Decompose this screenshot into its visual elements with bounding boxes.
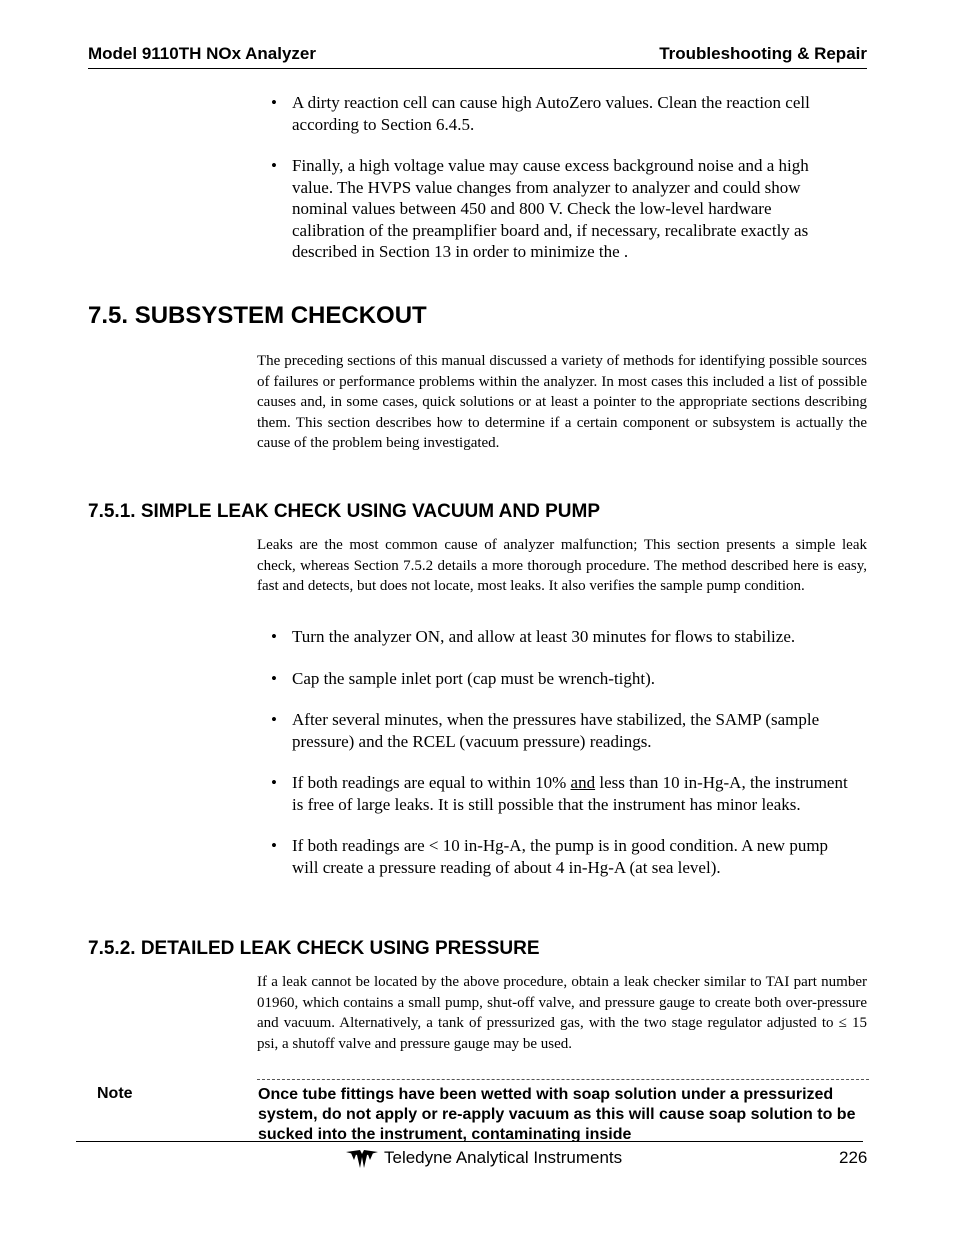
note-divider xyxy=(257,1079,869,1080)
list-item: • Finally, a high voltage value may cause excess background noise and a high value. The HVPS value changes from analyzer to analyzer and could show nominal values between 450 and 800 V. Check the low-level hardware calibration of the preamplifier board and, if necessary, recalibrate exactly as described in Section 13 in order to minimize the . xyxy=(271,156,809,261)
top-bullet-list xyxy=(268,92,848,263)
leak-check-steps xyxy=(268,626,848,878)
note-label: Note xyxy=(97,1085,133,1102)
list-item: • After several minutes, when the pressures have stabilized, the SAMP (sample pressure) and the RCEL (vacuum pressure) readings. xyxy=(271,710,820,751)
subsection-body: Leaks are the most common cause of analyzer malfunction; This section presents a simple leak check, whereas Section 7.5.2 details a more thorough procedure. The method described here is easy, fast and detects, but does not locate, most leaks. It also verifies the sample pump condition. xyxy=(257,537,867,594)
footer-divider xyxy=(76,1141,863,1142)
subsection-body: If a leak cannot be located by the above procedure, obtain a leak checker similar to TAI part number 01960, which contains a small pump, shut-off valve, and pressure gauge to create both over-pressure and vacuum. Alternatively, a tank of pressurized gas, with the two stage regulator adjusted to ≤ 15 psi, a shutoff valve and pressure gauge may be used. xyxy=(257,974,867,1052)
list-item: • If both readings are equal to within 10% and less than 10 in-Hg-A, the instrument is free of large leaks. It is still possible that the instrument has minor leaks. xyxy=(271,773,848,814)
list-item: • Turn the analyzer ON, and allow at least 30 minutes for flows to stabilize. xyxy=(271,627,796,646)
list-item: • A dirty reaction cell can cause high AutoZero values. Clean the reaction cell according to Section 6.4.5. xyxy=(271,93,810,134)
page-header xyxy=(88,44,867,69)
list-item: • Cap the sample inlet port (cap must be wrench-tight). xyxy=(271,668,656,688)
list-item: • If both readings are < 10 in-Hg-A, the pump is in good condition. A new pump will create a pressure reading of about 4 in-Hg-A (at sea level). xyxy=(271,836,829,877)
header-model: Model 9110TH NOx Analyzer xyxy=(88,44,317,63)
subsection-title: 7.5.1. SIMPLE LEAK CHECK USING VACUUM AND PUMP xyxy=(88,501,600,522)
header-section: Troubleshooting & Repair xyxy=(659,44,867,63)
emphasis-and: and xyxy=(570,773,596,792)
note-text: Once tube fittings have been wetted with soap solution under a pressurized system, do not apply or re-apply vacuum as this will cause soap solution to be sucked into the instrument, contaminating inside xyxy=(258,1086,856,1141)
subsection-title: 7.5.2. DETAILED LEAK CHECK USING PRESSURE xyxy=(88,938,540,959)
page-number: 226 xyxy=(839,1148,868,1167)
footer-company: Teledyne Analytical Instruments xyxy=(384,1148,623,1167)
section-body: The preceding sections of this manual discussed a variety of methods for identifying possible sources of failures or performance problems within the analyzer. In most cases this included a list of possible causes and, in some cases, quick solutions or at least a pointer to the appropriate sections describing them. This section describes how to determine if a certain component or subsystem is actually the cause of the problem being investigated. xyxy=(257,353,867,451)
section-title: 7.5. SUBSYSTEM CHECKOUT xyxy=(88,302,427,329)
teledyne-logo-icon xyxy=(345,1149,379,1169)
